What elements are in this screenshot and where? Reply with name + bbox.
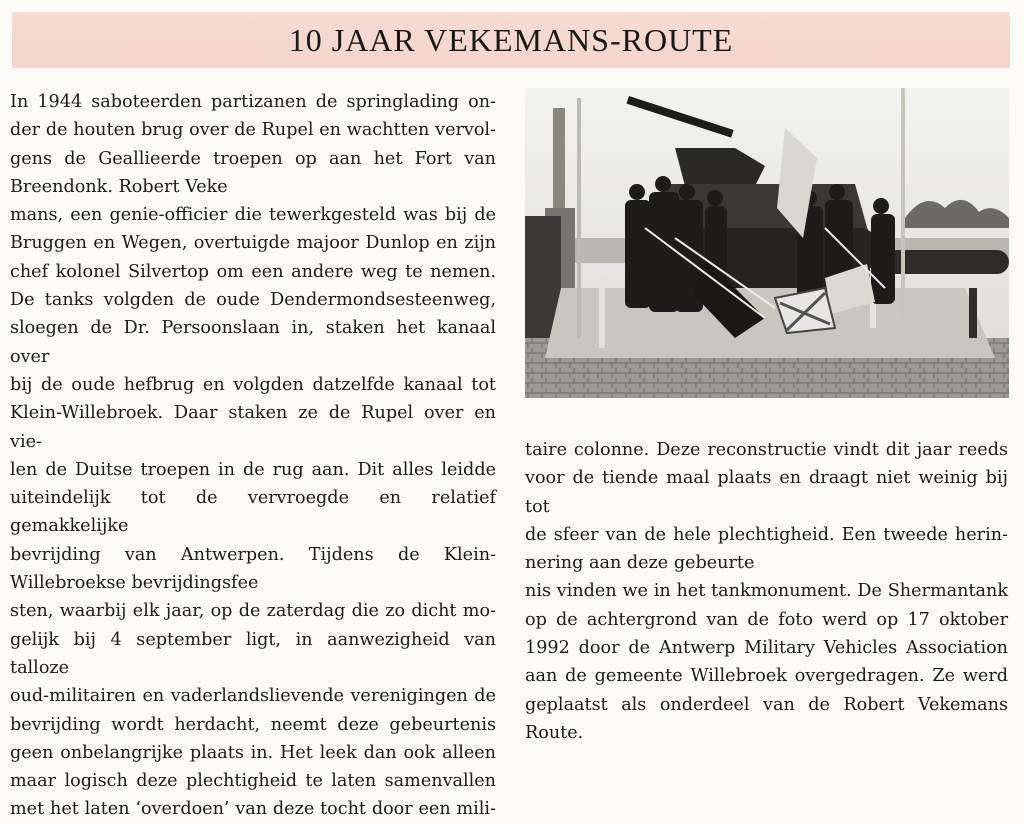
text-line: taire colonne. Deze reconstructie vindt dit jaar reeds — [525, 440, 1008, 460]
text-line: Bruggen en Wegen, overtuigde majoor Dunlop en zijn — [10, 233, 496, 254]
text-line: oud-militairen en vaderlandslievende verenigingen de — [10, 686, 496, 707]
tank-monument-photo — [525, 88, 1009, 398]
title-band — [12, 12, 1010, 68]
text-line: In 1944 saboteerden partizanen de springlading on- — [10, 92, 496, 112]
text-line: sloegen de Dr. Persoonslaan in, staken het kanaal over — [10, 318, 496, 367]
article-title: 10 JAAR VEKEMANS-ROUTE — [288, 21, 734, 58]
text-line: bij de oude hefbrug en volgden datzelfde kanaal tot — [10, 374, 496, 395]
text-line: der de houten brug over de Rupel en wachtten vervol- — [10, 120, 496, 141]
text-line: nis vinden we in het tankmonument. De Shermantank — [525, 581, 1008, 602]
text-line: Breendonk. Robert Veke — [10, 176, 228, 197]
right-text-column — [525, 436, 1008, 747]
text-line: Klein-Willebroek. Daar staken ze de Rupel over en vie- — [10, 403, 496, 452]
text-line: de sfeer van de hele plechtigheid. Een tweede herin- — [525, 524, 1008, 545]
text-line: len de Duitse troepen in de rug aan. Dit alles leidde — [10, 459, 496, 480]
photo-illustration — [525, 88, 1009, 398]
text-line: sten, waarbij elk jaar, op de zaterdag die zo dicht mo- — [10, 601, 496, 622]
text-line: bevrijding wordt herdacht, neemt deze gebeurtenis — [10, 714, 496, 735]
text-line: Willebroekse bevrijdingsfee — [10, 573, 259, 594]
left-text-column — [10, 88, 496, 824]
text-line: geen onbelangrijke plaats in. Het leek dan ook alleen — [10, 742, 496, 763]
text-line: bevrijding van Antwerpen. Tijdens de Klein- — [10, 544, 496, 565]
text-line: met het laten ‘overdoen’ van deze tocht door een mili- — [10, 799, 496, 820]
text-line: geplaatst als onderdeel van de Robert Vekemans — [525, 694, 1008, 715]
text-line: voor de tiende maal plaats en draagt niet weinig bij tot — [525, 468, 1008, 517]
text-line: 1992 door de Antwerp Military Vehicles Association — [525, 638, 1008, 659]
text-line: nering aan deze gebeurte — [525, 553, 755, 574]
text-line: gens de Geallieerde troepen op aan het Fort van — [10, 148, 496, 169]
text-line: chef kolonel Silvertop om een andere weg te nemen. — [10, 261, 496, 282]
text-line: op de achtergrond van de foto werd op 17 oktober — [525, 609, 1008, 630]
text-line: Route. — [525, 722, 584, 743]
text-line: maar logisch deze plechtigheid te laten samenvallen — [10, 771, 496, 792]
text-line: De tanks volgden de oude Dendermondsesteenweg, — [10, 290, 496, 311]
text-line: uiteindelijk tot de vervroegde en relatief gemakkelijke — [10, 488, 496, 537]
text-line: gelijk bij 4 september ligt, in aanwezigheid van talloze — [10, 629, 496, 678]
text-line: mans, een genie-officier die tewerkgesteld was bij de — [10, 205, 496, 226]
text-line: aan de gemeente Willebroek overgedragen. Ze werd — [525, 666, 1008, 687]
